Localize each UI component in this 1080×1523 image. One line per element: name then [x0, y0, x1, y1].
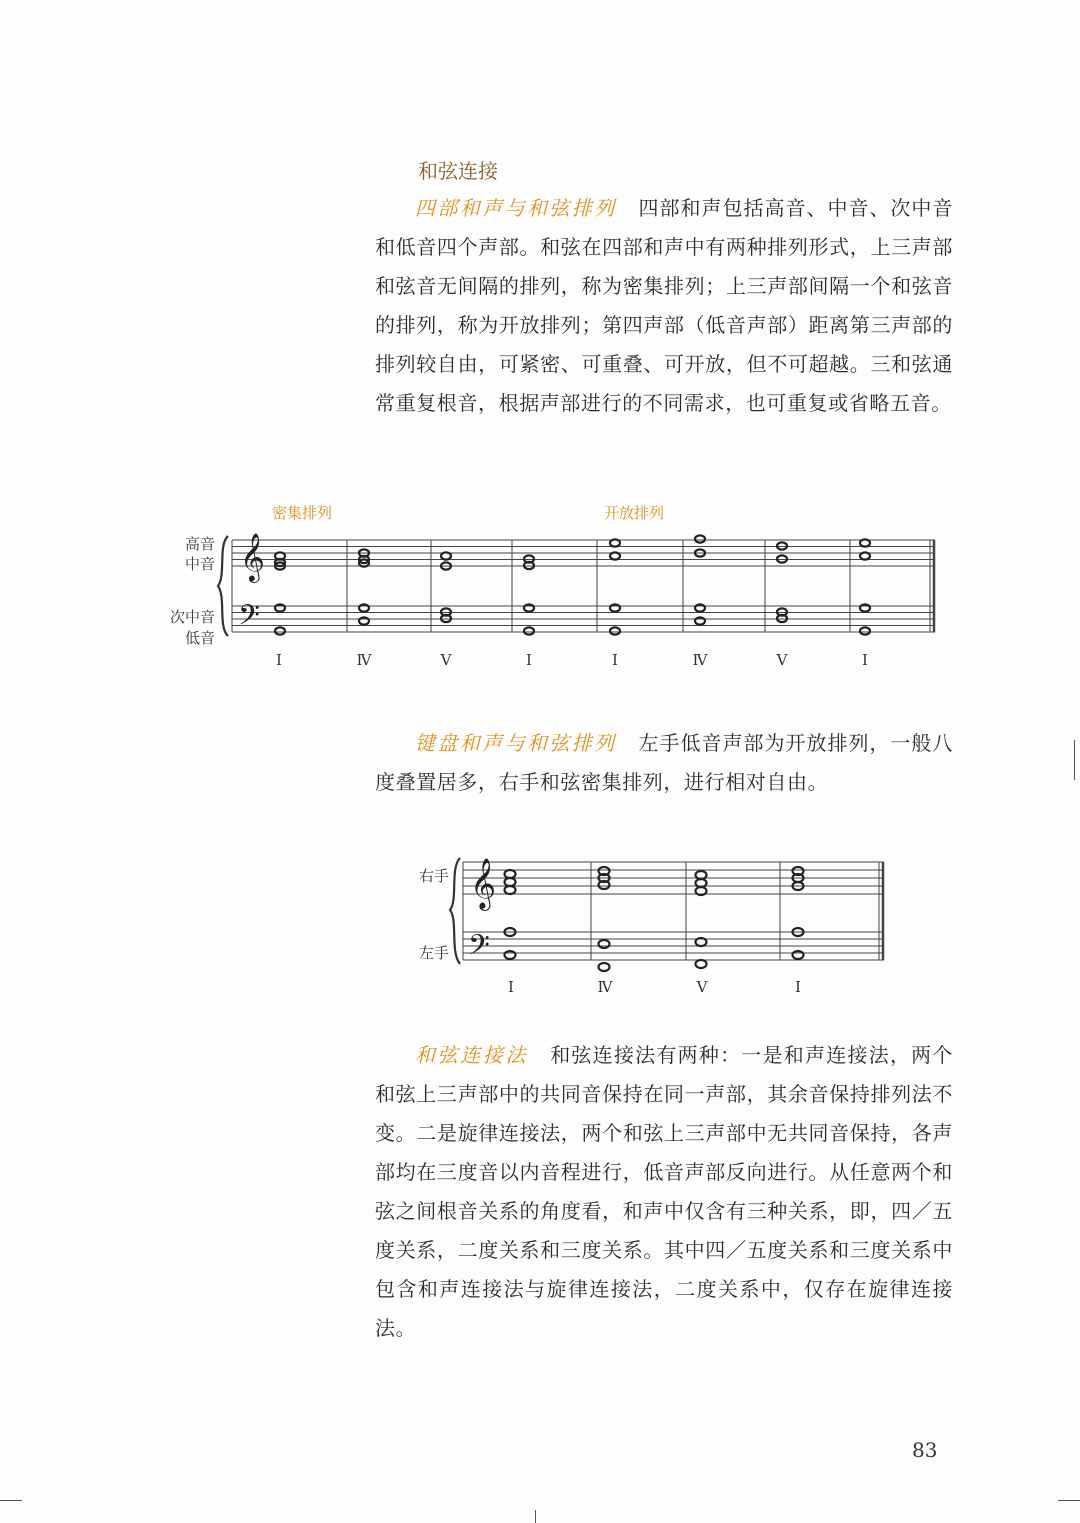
roman-numeral: Ⅳ — [356, 651, 372, 669]
paragraph-chord-connection — [375, 1036, 953, 1348]
roman-numeral: Ⅰ — [795, 978, 801, 996]
paragraph-heading: 键盘和声与和弦排列 — [415, 731, 617, 755]
roman-numeral: Ⅳ — [692, 651, 708, 669]
page-number: 83 — [912, 1438, 938, 1462]
paragraph-keyboard-harmony — [375, 724, 953, 802]
section-title: 和弦连接 — [418, 159, 498, 183]
roman-numeral: Ⅰ — [508, 978, 514, 996]
hand-label-left: 左手 — [418, 944, 449, 962]
paragraph-heading: 四部和声与和弦排列 — [415, 196, 617, 220]
paragraph-heading: 和弦连接法 — [415, 1043, 529, 1067]
paragraph-text: 和弦连接法有两种：一是和声连接法，两个和弦上三声部中的共同音保持在同一声部，其余音保持排列法不变。二是旋律连接法，两个和弦上三声部中无共同音保持，各声部均在三度音以内音程进行，低音声部反向进行。从任意两个和弦之间根音关系的角度看，和声中仅含有三种关系，即，四／五度关系，二度关系和三度关系。其中四／五度关系和三度关系中包含和声连接法与旋律连接法，二度关系中，仅存在旋律连接法。 — [375, 1043, 954, 1340]
svg-text:𝄞: 𝄞 — [240, 532, 265, 581]
voice-label-bass: 低音 — [184, 629, 215, 647]
roman-numeral: Ⅳ — [597, 978, 613, 996]
paragraph-text: 四部和声包括高音、中音、次中音和低音四个声部。和弦在四部和声中有两种排列形式，上三声部和弦音无间隔的排列，称为密集排列；上三声部间隔一个和弦音的排列，称为开放排列；第四声部（低音声部）距离第三声部的排列较自由，可紧密、可重叠、可开放，但不可超越。三和弦通常重复根音，根据声部进行的不同需求，也可重复或省略五音。 — [375, 196, 954, 415]
roman-numeral: Ⅴ — [776, 651, 788, 669]
voice-label-tenor: 次中音 — [169, 608, 215, 626]
voice-label-soprano: 高音 — [184, 535, 215, 553]
paragraph-text: 左手低音声部为开放排列，一般八度叠置居多，右手和弦密集排列，进行相对自由。 — [375, 731, 954, 794]
svg-text:𝄢: 𝄢 — [468, 929, 490, 969]
roman-numeral: Ⅰ — [862, 651, 868, 669]
roman-numeral: Ⅰ — [612, 651, 618, 669]
group-label-open: 开放排列 — [604, 504, 665, 522]
group-label-close: 密集排列 — [272, 504, 333, 522]
hand-label-right: 右手 — [418, 867, 449, 885]
roman-numeral: Ⅰ — [526, 651, 532, 669]
roman-numeral: Ⅴ — [440, 651, 452, 669]
roman-numeral: Ⅴ — [696, 978, 708, 996]
svg-text:𝄢: 𝄢 — [238, 599, 260, 639]
svg-text:𝄞: 𝄞 — [470, 858, 497, 909]
voice-label-alto: 中音 — [184, 555, 215, 573]
roman-numeral: Ⅰ — [276, 651, 282, 669]
